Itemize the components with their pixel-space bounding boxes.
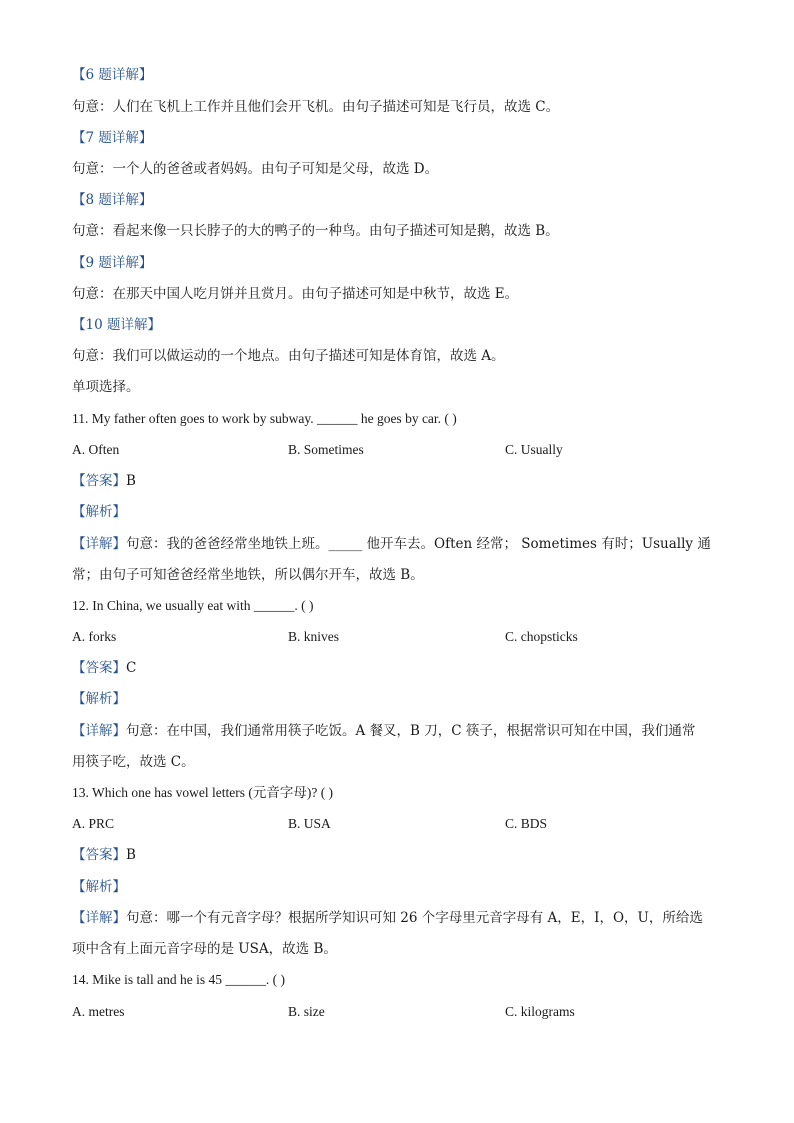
q12-option-b: B. knives xyxy=(288,629,340,644)
q13-option-c: C. BDS xyxy=(505,816,548,831)
q11-option-c: C. Usually xyxy=(505,442,563,457)
q13-stem: 13. Which one has vowel letters (元音字母)? ( ) xyxy=(72,785,334,800)
q9-detail-text: 句意：在那天中国人吃月饼并且赏月。由句子描述可知是中秋节，故选 E。 xyxy=(72,286,519,302)
q14-option-a: A. metres xyxy=(72,1004,125,1019)
q12-answer-value: C xyxy=(126,660,137,676)
q13-analysis-label: 【解析】 xyxy=(72,879,126,895)
q11-answer-line xyxy=(72,472,136,490)
q11-detail-label: 【详解】 xyxy=(72,536,126,552)
q7-detail-text: 句意：一个人的爸爸或者妈妈。由句子可知是父母，故选 D。 xyxy=(72,161,439,177)
q6-detail-text: 句意：人们在飞机上工作并且他们会开飞机。由句子描述可知是飞行员，故选 C。 xyxy=(72,99,560,115)
q14-option-b: B. size xyxy=(288,1004,325,1019)
q12-stem: 12. In China, we usually eat with ______. ( ) xyxy=(72,598,314,613)
q13-detail-line-1 xyxy=(72,909,703,927)
q12-option-c: C. chopsticks xyxy=(505,629,578,644)
q10-detail-text: 句意：我们可以做运动的一个地点。由句子描述可知是体育馆，故选 A。 xyxy=(72,348,505,364)
q12-detail-line-1 xyxy=(72,722,695,740)
q12-answer-label: 【答案】 xyxy=(72,660,126,676)
q14-stem: 14. Mike is tall and he is 45 ______. ( ) xyxy=(72,972,285,987)
q13-option-b: B. USA xyxy=(288,816,331,831)
q10-detail-heading: 【10 题详解】 xyxy=(72,317,161,333)
section-title: 单项选择。 xyxy=(72,379,140,395)
q11-detail-line-2: 常；由句子可知爸爸经常坐地铁，所以偶尔开车，故选 B。 xyxy=(72,567,424,583)
q9-detail-heading: 【9 题详解】 xyxy=(72,255,153,271)
q11-option-a: A. Often xyxy=(72,442,120,457)
q11-stem: 11. My father often goes to work by subway. ______ he goes by car. ( ) xyxy=(72,411,457,426)
q8-detail-heading: 【8 题详解】 xyxy=(72,192,153,208)
q8-detail-text: 句意：看起来像一只长脖子的大的鸭子的一种鸟。由句子描述可知是鹅，故选 B。 xyxy=(72,223,559,239)
q11-detail-text-1: 句意：我的爸爸经常坐地铁上班。_____ 他开车去。Often 经常； Sometimes 有时；Usually 通 xyxy=(126,536,711,552)
q11-option-b: B. Sometimes xyxy=(288,442,364,457)
q13-option-a: A. PRC xyxy=(72,816,115,831)
q13-answer-label: 【答案】 xyxy=(72,847,126,863)
q13-answer-value: B xyxy=(126,847,136,863)
q11-answer-label: 【答案】 xyxy=(72,473,126,489)
q11-detail-line-1 xyxy=(72,535,711,553)
q6-detail-heading: 【6 题详解】 xyxy=(72,67,153,83)
q7-detail-heading: 【7 题详解】 xyxy=(72,130,153,146)
q12-answer-line xyxy=(72,659,136,677)
q14-option-c: C. kilograms xyxy=(505,1004,575,1019)
q13-detail-text-1: 句意：哪一个有元音字母？根据所学知识可知 26 个字母里元音字母有 A，E，I，O，U，所给选 xyxy=(126,910,703,926)
q13-answer-line xyxy=(72,846,136,864)
q11-answer-value: B xyxy=(126,473,136,489)
q12-detail-line-2: 用筷子吃，故选 C。 xyxy=(72,754,195,770)
q12-detail-label: 【详解】 xyxy=(72,723,126,739)
q12-analysis-label: 【解析】 xyxy=(72,691,126,707)
q13-detail-line-2: 项中含有上面元音字母的是 USA，故选 B。 xyxy=(72,941,337,957)
q12-detail-text-1: 句意：在中国，我们通常用筷子吃饭。A 餐叉，B 刀，C 筷子，根据常识可知在中国，我们通常 xyxy=(126,723,696,739)
q11-analysis-label: 【解析】 xyxy=(72,504,126,520)
q13-detail-label: 【详解】 xyxy=(72,910,126,926)
q12-option-a: A. forks xyxy=(72,629,117,644)
